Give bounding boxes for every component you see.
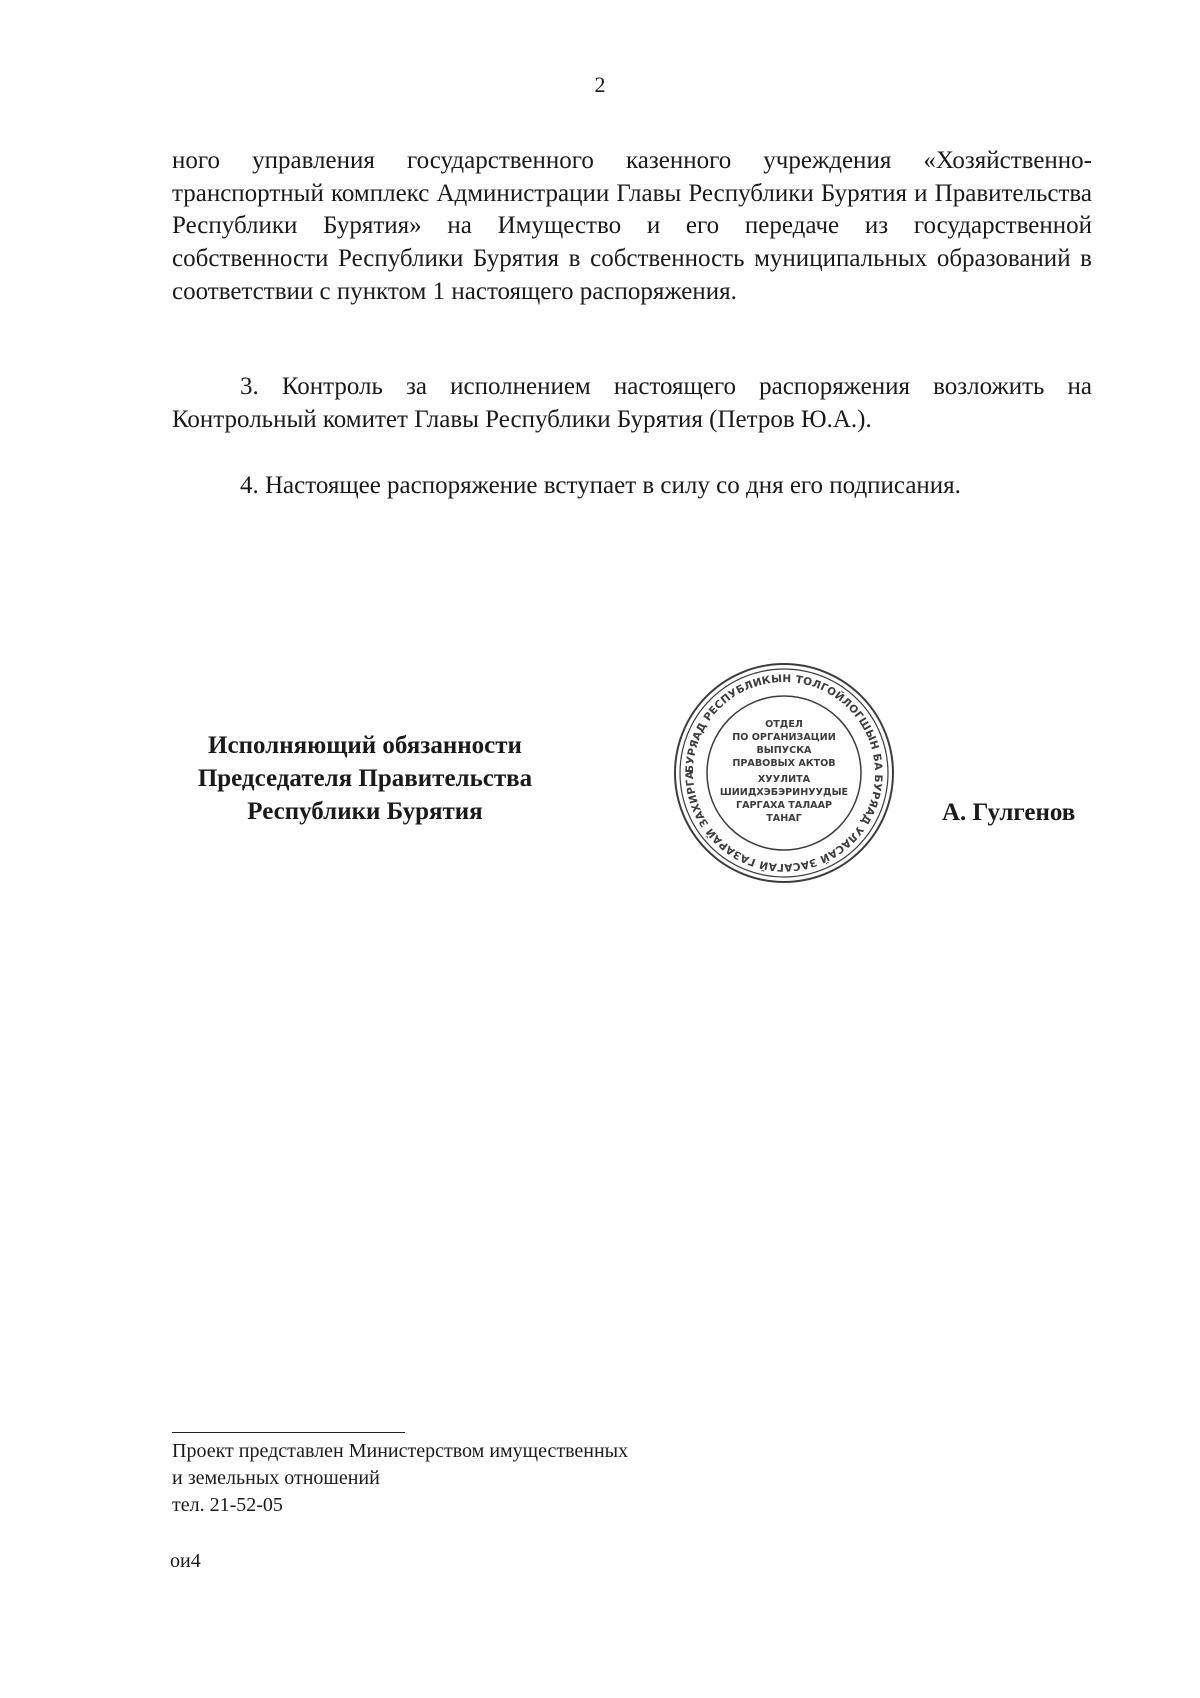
footnote-line: тел. 21-52-05 [172, 1494, 283, 1516]
paragraph-3 [172, 371, 1092, 436]
signatory-position-line: Исполняющий обязанности [208, 732, 522, 759]
footnote-line: и земельных отношений [172, 1467, 380, 1489]
svg-text:ПО ОРГАНИЗАЦИИ: ПО ОРГАНИЗАЦИИ [732, 732, 836, 743]
paragraph-continuation [172, 145, 1092, 309]
footnote-divider [172, 1432, 405, 1433]
footnote-line: Проект представлен Министерством имущественных [172, 1440, 629, 1462]
svg-text:ГАРГАХА ТАЛААР: ГАРГАХА ТАЛААР [735, 800, 833, 811]
seal-ring-text: БУРЯАД РЕСПУБЛИКЫН ТОЛГОЙЛОГШЫН БА БУРЯАД УЛАСАЙ ЗАСАГАЙ ГАЗАРАЙ ЗАХИРГА [683, 672, 885, 874]
signatory-name: А. Гулгенов [942, 799, 1076, 826]
paragraph-4 [172, 470, 1092, 503]
seal-stamp-icon [671, 660, 897, 886]
svg-text:ОТДЕЛ: ОТДЕЛ [765, 719, 803, 730]
paragraph-text: ного управления государственного казенного учреждения «Хозяйственно-транспортный комплекс Администрации Главы Республики Бурятия и Правительства Республики Бурятия» на Имущество и его передаче из государственной собственности Республики Бурятия в собственность муниципальных образований в соответствии с пунктом 1 настоящего распоряжения. [172, 147, 1092, 305]
svg-text:ПРАВОВЫХ АКТОВ: ПРАВОВЫХ АКТОВ [732, 758, 836, 769]
svg-text:ВЫПУСКА: ВЫПУСКА [756, 745, 812, 756]
seal-outer-ring-inner [680, 669, 888, 877]
paragraph-text: 3. Контроль за исполнением настоящего распоряжения возложить на Контрольный комитет Главы Республики Бурятия (Петров Ю.А.). [172, 373, 1092, 433]
paragraph-text: 4. Настоящее распоряжение вступает в силу со дня его подписания. [240, 472, 961, 499]
seal-inner-text [720, 719, 848, 824]
footnote [172, 1438, 628, 1519]
signatory-position [170, 729, 560, 828]
signatory-position-line: Председателя Правительства [197, 765, 533, 792]
svg-text:ХУУЛИТА: ХУУЛИТА [757, 774, 811, 785]
official-seal [671, 660, 897, 886]
page-number: 2 [594, 72, 606, 97]
svg-text:ТАНАГ: ТАНАГ [766, 813, 802, 824]
signatory-position-line: Республики Бурятия [247, 798, 483, 825]
document-code: ои4 [170, 1550, 201, 1572]
svg-text:ШИИДХЭБЭРИНУУДЫЕ: ШИИДХЭБЭРИНУУДЫЕ [719, 787, 849, 798]
